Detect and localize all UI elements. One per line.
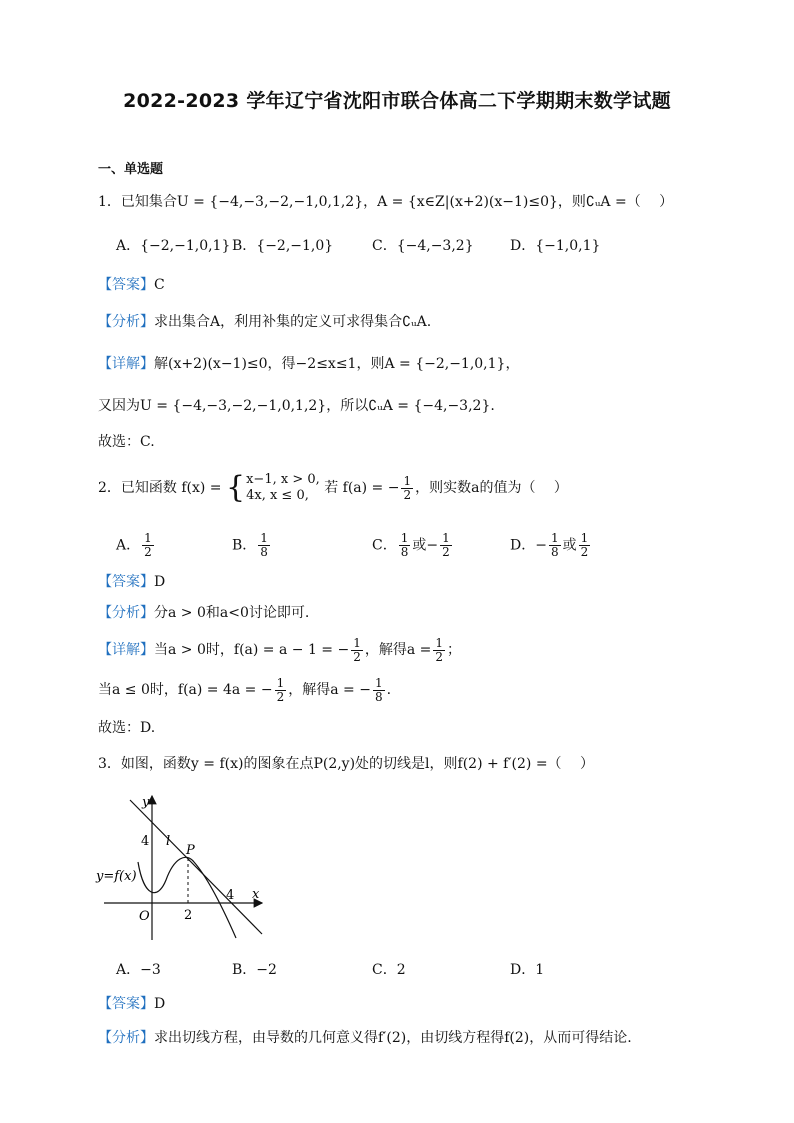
detail-text: ，解得a = [364,642,432,658]
q2-stem-end: ，则实数a的值为（ ） [415,480,568,496]
case-1: x−1, x > 0, [246,472,320,487]
q1-option-c[interactable]: C．{−4,−3,2} [372,238,474,254]
piecewise-brace: { [226,470,246,505]
tangent-line-l [130,800,262,934]
answer-tag: 【答案】 [98,277,154,293]
detail-tag: 【详解】 [98,642,154,658]
curve-f [138,857,236,938]
q1-choose: 故选：C. [98,434,155,450]
label-y: y [142,795,150,810]
q3-option-d[interactable]: D．1 [510,962,545,978]
detail-text: ； [447,642,462,658]
detail-text: . [386,682,392,698]
q2-stem-start: 2．已知函数 f(x) = [98,480,222,496]
answer-value: C [154,277,165,293]
piecewise-cases [246,472,320,504]
q3-option-c[interactable]: C．2 [372,962,406,978]
detail-text: 解(x+2)(x−1)≤0，得−2≤x≤1，则A = {−2,−1,0,1}， [154,356,520,372]
q3-figure [90,788,270,948]
q2-detail-2 [98,676,391,704]
fraction: $\frac{1}{2}$ [276,675,285,704]
option-minus: − [535,537,547,554]
q1-option-b[interactable]: B．{−2,−1,0} [232,238,334,254]
option-label: D． [510,537,536,554]
fraction: $\frac{1}{2}$ [442,531,450,559]
q3-option-b[interactable]: B．−2 [232,962,277,978]
q1-option-d[interactable]: D．{−1,0,1} [510,238,601,254]
q1-option-a[interactable]: A．{−2,−1,0,1} [116,238,231,254]
analysis-tag: 【分析】 [98,1030,154,1046]
analysis-tag: 【分析】 [98,314,154,330]
q2-option-c[interactable] [372,532,454,559]
q2-detail [98,636,461,664]
detail-text: ，解得a = − [288,682,371,698]
q1-detail [98,354,519,374]
answer-tag: 【答案】 [98,996,154,1012]
label-origin: O [139,909,150,924]
fraction: $\frac{1}{8}$ [400,531,409,559]
q3-analysis [98,1028,632,1048]
fraction: $\frac{1}{8}$ [550,531,559,559]
analysis-text: 求出集合A，利用补集的定义可求得集合∁ᵤA. [154,314,432,330]
answer-tag: 【答案】 [98,574,154,590]
q2-choose: 故选：D. [98,720,156,736]
option-or: 或− [412,537,439,554]
analysis-text: 求出切线方程，由导数的几何意义得f′(2)，由切线方程得f(2)，从而可得结论. [154,1030,632,1046]
q3-option-a[interactable]: A．−3 [116,962,161,978]
q1-detail-2: 又因为U = {−4,−3,−2,−1,0,1,2}，所以∁ᵤA = {−4,−3,2}. [98,398,495,414]
fraction: $\frac{1}{2}$ [435,635,444,664]
q2-analysis [98,603,309,623]
label-four-x: 4 [226,888,235,903]
label-x: x [252,887,260,902]
section-heading: 一、单选题 [98,162,164,177]
q1-answer [98,275,165,295]
option-or: 或 [562,537,577,554]
detail-text: 当a ≤ 0时，f(a) = 4a = − [98,682,273,698]
fraction: $\frac{1}{2}$ [353,635,361,664]
label-l: l [166,834,171,849]
fraction: $\frac{1}{2}$ [144,531,152,559]
q2-stem-mid: 若 f(a) = − [324,480,400,496]
fraction: $\frac{1}{2}$ [580,531,589,559]
q2-stem [98,470,568,506]
q2-option-b[interactable] [232,532,272,559]
label-two: 2 [184,908,193,923]
analysis-text: 分a > 0和a<0讨论即可. [154,605,310,621]
fraction: $\frac{1}{8}$ [374,675,383,704]
answer-value: D [154,996,166,1012]
option-label: C． [372,537,397,554]
q1-analysis [98,312,431,332]
q1-stem: 1．已知集合U = {−4,−3,−2,−1,0,1,2}，A = {x∈Z|(x+2)(x−1)≤0}，则∁ᵤA =（ ） [98,194,674,210]
case-2: 4x, x ≤ 0, [246,488,309,503]
fraction: $\frac{1}{2}$ [403,473,412,502]
page-title: 2022-2023 学年辽宁省沈阳市联合体高二下学期期末数学试题 [123,90,671,112]
q2-option-d[interactable] [510,532,592,559]
q2-answer [98,572,165,592]
detail-tag: 【详解】 [98,356,154,372]
answer-value: D [154,574,166,590]
label-curve: y=f(x) [96,869,137,884]
q3-stem: 3．如图，函数y = f(x)的图象在点P(2,y)处的切线是l，则f(2) + f′(2) =（ ） [98,756,595,772]
analysis-tag: 【分析】 [98,605,154,621]
q3-answer [98,994,165,1014]
fraction: $\frac{1}{8}$ [260,531,268,559]
option-label: B． [232,537,257,554]
q2-option-a[interactable] [116,532,156,559]
label-p: P [186,843,195,858]
option-label: A． [116,537,141,554]
detail-text: 当a > 0时，f(a) = a − 1 = − [154,642,350,658]
label-four-y: 4 [141,834,150,849]
